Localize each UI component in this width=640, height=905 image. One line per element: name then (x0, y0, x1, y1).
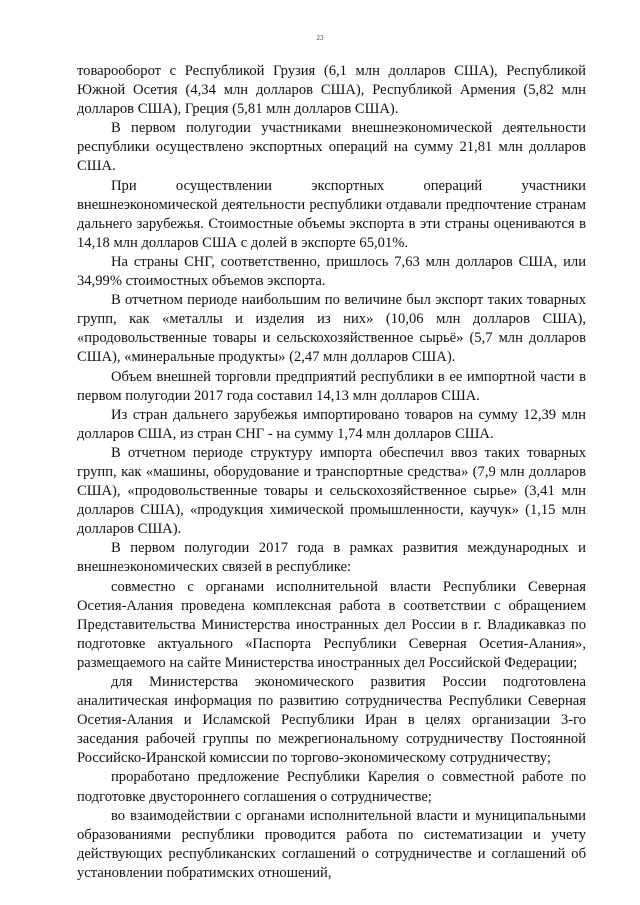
paragraph-export-groups: В отчетном периоде наибольшим по величине был экспорт таких товарных групп, как «металлы и изделия из них» (10,06 млн долларов США), «продовольственные товары и сельскохозяйственное сырьё» (5,7 млн долларов США), «минеральные продукты» (2,47 млн долларов США). (77, 292, 586, 366)
paragraph-trade-turnover-continued: товарооборот с Республикой Грузия (6,1 млн долларов США), Республикой Южной Осетия (4,34 млн долларов США), Республикой Армения (5,82 млн долларов США), Греция (5,81 млн долларов США). (77, 63, 586, 118)
paragraph-export-total: В первом полугодии участниками внешнеэкономической деятельности республики осуществлено экспортных операций на сумму 21,81 млн долларов США. (77, 120, 586, 175)
page-number: 23 (316, 34, 324, 42)
paragraph-import-groups: В отчетном периоде структуру импорта обеспечил ввоз таких товарных групп, как «машины, оборудование и транспортные средства» (7,9 млн долларов США), «продовольственные товары и сельскохозяйственное сырье» (3,41 млн долларов США), «продукция химической промышленности, каучук» (1,15 млн долларов США). (77, 444, 586, 538)
paragraph-passport-work: совместно с органами исполнительной власти Республики Северная Осетия-Алания проведена комплексная работа в соответствии с обращением Представительства Министерства иностранных дел России в г. Владикавказ по подготовке актуального «Паспорта Республики Северная Осетия-Алания», размещаемого на сайте Министерства иностранных дел Российской Федерации; (77, 578, 586, 671)
paragraph-karelia-agreement: проработано предложение Республики Карелия о совместной работе по подготовке двустороннего соглашения о сотрудничестве; (77, 769, 586, 805)
paragraph-agreements-systematization: во взаимодействии с органами исполнительной власти и муниципальными образованиями республики проводится работа по систематизации и учету действующих республиканских соглашений о сотрудничестве и соглашений об установлении побратимских отношений, (77, 807, 586, 881)
paragraph-international-relations-intro: В первом полугодии 2017 года в рамках развития международных и внешнеэкономических связей в республике: (77, 540, 586, 576)
paragraph-export-far-abroad: При осуществлении экспортных операций участники внешнеэкономической деятельности республики отдавали предпочтение странам дальнего зарубежья. Стоимостные объемы экспорта в эти страны оцениваются в 14,18 млн долларов США с долей в экспорте 65,01%. (77, 177, 586, 251)
paragraph-import-total: Объем внешней торговли предприятий республики в ее импортной части в первом полугодии 2017 года составил 14,13 млн долларов США. (77, 368, 586, 404)
paragraph-iran-cooperation: для Министерства экономического развития России подготовлена аналитическая информация по развитию сотрудничества Республики Северная Осетия-Алания и Исламской Республики Иран в целях организации 3-го заседания рабочей группы по межрегиональному сотрудничеству Постоянной Российско-Иранской комиссии по торгово-экономическому сотрудничеству; (77, 674, 586, 767)
paragraph-export-cis: На страны СНГ, соответственно, пришлось 7,63 млн долларов США, или 34,99% стоимостных объемов экспорта. (77, 253, 586, 290)
paragraph-import-origin: Из стран дальнего зарубежья импортировано товаров на сумму 12,39 млн долларов США, из стран СНГ - на сумму 1,74 млн долларов США. (77, 406, 586, 442)
body-text (77, 62, 586, 883)
